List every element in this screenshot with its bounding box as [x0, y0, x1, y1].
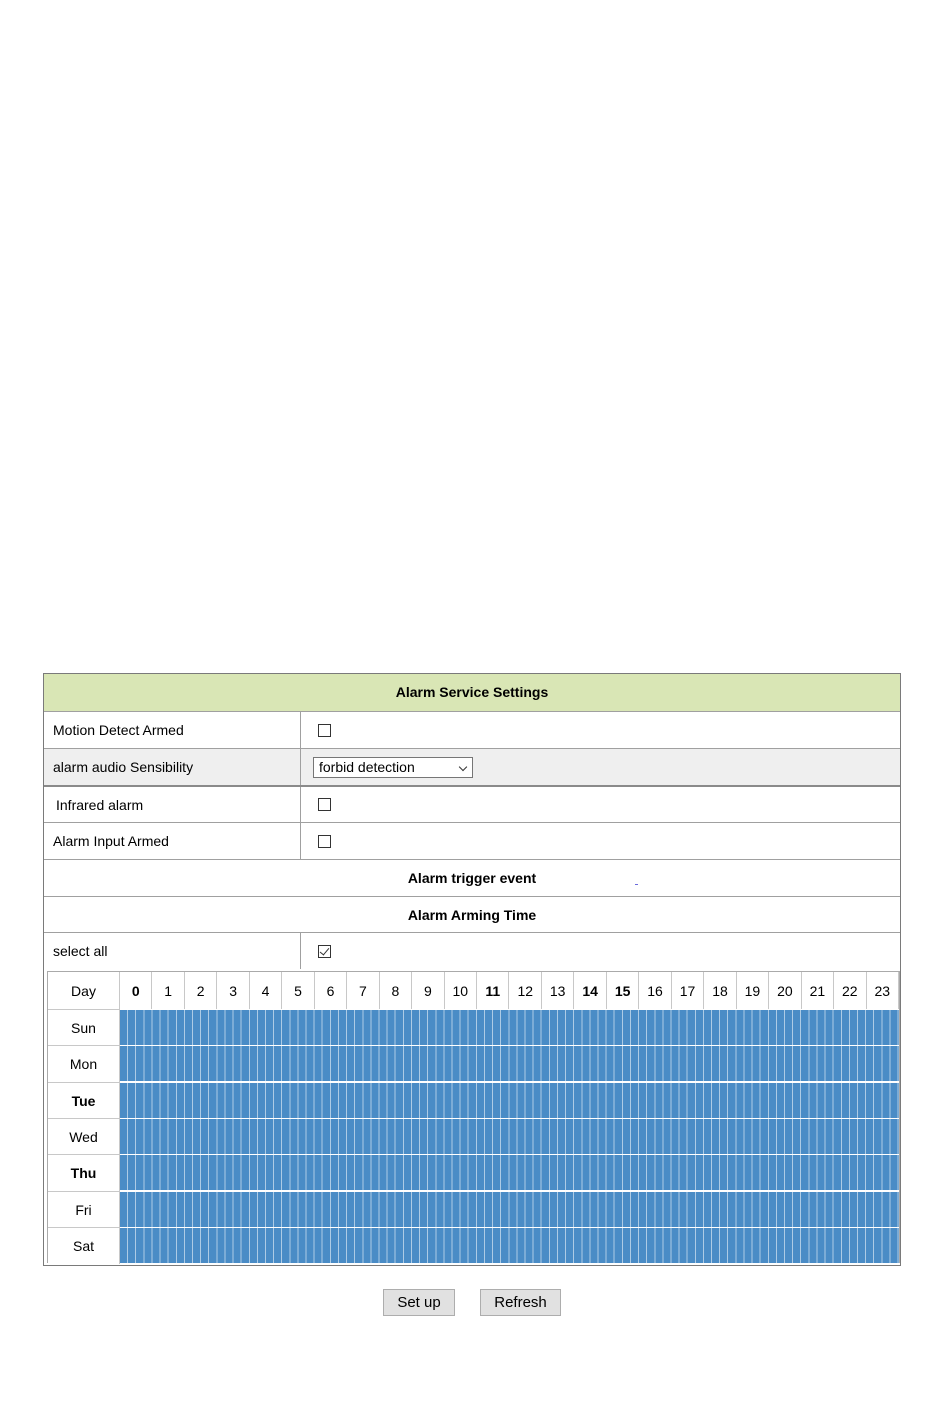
day-label-fri[interactable]: Fri [48, 1191, 120, 1228]
schedule-row-thu[interactable] [120, 1155, 899, 1190]
hour-header-23[interactable]: 23 [867, 972, 899, 1009]
select-all-row [44, 932, 900, 969]
hour-header-18[interactable]: 18 [704, 972, 736, 1009]
motion-detect-checkbox[interactable] [318, 724, 331, 737]
schedule-row-sat[interactable] [120, 1228, 899, 1263]
hour-header-9[interactable]: 9 [412, 972, 444, 1009]
schedule-row-tue[interactable] [120, 1083, 899, 1118]
hour-header-2[interactable]: 2 [185, 972, 217, 1009]
infrared-alarm-row [44, 785, 900, 822]
audio-sensibility-row [44, 748, 900, 785]
alarm-arming-time-heading: Alarm Arming Time [44, 896, 900, 932]
alarm-input-label: Alarm Input Armed [44, 823, 301, 859]
schedule-cells[interactable] [120, 1009, 899, 1262]
hour-header-16[interactable]: 16 [639, 972, 671, 1009]
audio-sensibility-select[interactable] [313, 757, 473, 778]
hour-header-17[interactable]: 17 [672, 972, 704, 1009]
schedule-row-fri[interactable] [120, 1192, 899, 1227]
hour-header-3[interactable]: 3 [217, 972, 249, 1009]
infrared-alarm-checkbox[interactable] [318, 798, 331, 811]
hour-header-10[interactable]: 10 [445, 972, 477, 1009]
select-all-checkbox[interactable] [318, 945, 331, 958]
hour-header-1[interactable]: 1 [152, 972, 184, 1009]
hour-header-19[interactable]: 19 [737, 972, 769, 1009]
motion-detect-label: Motion Detect Armed [44, 712, 301, 748]
select-all-label: select all [44, 933, 301, 969]
day-column-header: Day [48, 972, 120, 1009]
chevron-down-icon [459, 762, 467, 770]
hour-header-8[interactable]: 8 [380, 972, 412, 1009]
hour-header-4[interactable]: 4 [250, 972, 282, 1009]
schedule-row-sun[interactable] [120, 1010, 899, 1045]
schedule-row-wed[interactable] [120, 1119, 899, 1154]
hour-header-13[interactable]: 13 [542, 972, 574, 1009]
hour-header-21[interactable]: 21 [802, 972, 834, 1009]
panel-title: Alarm Service Settings [44, 674, 900, 711]
alarm-settings-panel [43, 673, 901, 1266]
hour-header-15[interactable]: 15 [607, 972, 639, 1009]
hour-header-0[interactable]: 0 [120, 972, 152, 1009]
day-label-sun[interactable]: Sun [48, 1009, 120, 1046]
day-label-sat[interactable]: Sat [48, 1227, 120, 1264]
arming-schedule-grid [47, 971, 900, 1263]
schedule-row-mon[interactable] [120, 1046, 899, 1081]
hour-header-7[interactable]: 7 [347, 972, 379, 1009]
infrared-alarm-label: Infrared alarm [44, 787, 301, 822]
hour-header-20[interactable]: 20 [769, 972, 801, 1009]
alarm-input-row [44, 822, 900, 859]
hour-header-12[interactable]: 12 [510, 972, 542, 1009]
motion-detect-row [44, 711, 900, 748]
refresh-button[interactable]: Refresh [480, 1289, 561, 1316]
set-up-button[interactable]: Set up [383, 1289, 455, 1316]
audio-sensibility-label: alarm audio Sensibility [44, 749, 301, 785]
hour-header-14[interactable]: 14 [574, 972, 606, 1009]
day-label-thu[interactable]: Thu [48, 1154, 120, 1191]
hour-header-22[interactable]: 22 [834, 972, 866, 1009]
hour-header-6[interactable]: 6 [315, 972, 347, 1009]
day-label-tue[interactable]: Tue [48, 1082, 120, 1119]
alarm-trigger-event-heading: Alarm trigger event [44, 859, 900, 896]
alarm-input-checkbox[interactable] [318, 835, 331, 848]
day-label-wed[interactable]: Wed [48, 1118, 120, 1155]
hour-header-5[interactable]: 5 [282, 972, 314, 1009]
day-label-mon[interactable]: Mon [48, 1045, 120, 1082]
audio-sensibility-value: forbid detection [319, 759, 415, 775]
marker-dot [635, 884, 638, 885]
hour-header-11[interactable]: 11 [477, 972, 509, 1009]
